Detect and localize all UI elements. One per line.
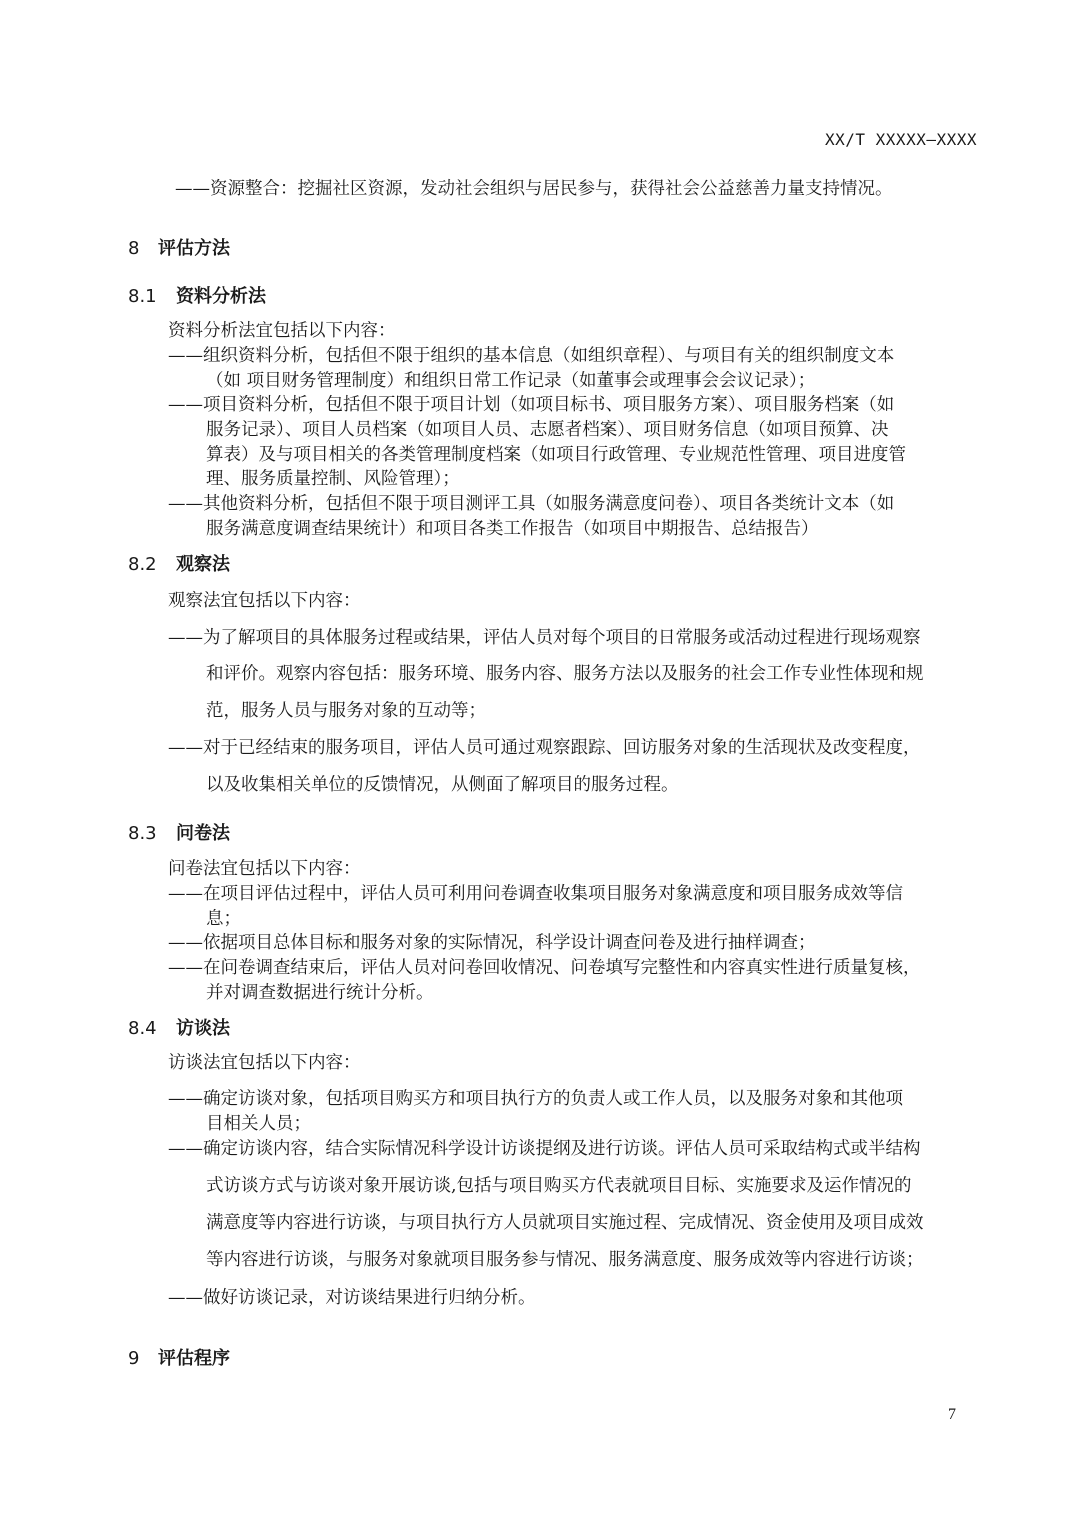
list-item-line: 以及收集相关单位的反馈情况，从侧面了解项目的服务过程。 <box>206 775 679 795</box>
list-item-line: 服务满意度调查结果统计）和项目各类工作报告（如项目中期报告、总结报告） <box>206 519 819 539</box>
list-item-line: 和评价。观察内容包括：服务环境、服务内容、服务方法以及服务的社会工作专业性体现和规 <box>206 664 924 684</box>
list-item-line: 息； <box>206 909 241 929</box>
subsection-intro: 访谈法宜包括以下内容： <box>168 1053 361 1073</box>
subsection-number: 8.4 <box>128 1018 157 1039</box>
subsection-8-2-heading <box>128 550 230 576</box>
list-item-line: 并对调查数据进行统计分析。 <box>206 983 434 1003</box>
document-code: XX/T XXXXX—XXXX <box>825 130 977 149</box>
subsection-title: 观察法 <box>176 554 230 575</box>
list-item-line: ——组织资料分析，包括但不限于组织的基本信息（如组织章程）、与项目有关的组织制度文本 <box>168 346 895 366</box>
subsection-title: 资料分析法 <box>176 286 266 307</box>
intro-list-item: ——资源整合：挖掘社区资源，发动社会组织与居民参与，获得社会公益慈善力量支持情况。 <box>175 179 893 199</box>
list-item-line: 满意度等内容进行访谈，与项目执行方人员就项目实施过程、完成情况、资金使用及项目成效 <box>206 1213 924 1233</box>
subsection-intro: 资料分析法宜包括以下内容： <box>168 321 396 341</box>
subsection-number: 8.1 <box>128 286 157 307</box>
section-title: 评估程序 <box>158 1348 230 1369</box>
list-item-line: 范，服务人员与服务对象的互动等； <box>206 701 486 721</box>
list-item-line: 算表）及与项目相关的各类管理制度档案（如项目行政管理、专业规范性管理、项目进度管 <box>206 445 906 465</box>
list-item-line: ——其他资料分析，包括但不限于项目测评工具（如服务满意度问卷）、项目各类统计文本（如 <box>168 494 895 514</box>
subsection-title: 问卷法 <box>176 823 230 844</box>
list-item-line: ——对于已经结束的服务项目，评估人员可通过观察跟踪、回访服务对象的生活现状及改变程度， <box>168 738 921 758</box>
subsection-8-1-heading <box>128 282 266 308</box>
list-item-line: （如 项目财务管理制度）和组织日常工作记录（如董事会或理事会会议记录）； <box>206 371 816 391</box>
subsection-number: 8.3 <box>128 823 157 844</box>
page-number: 7 <box>948 1406 956 1423</box>
section-9-heading <box>128 1344 230 1370</box>
list-item-line: ——依据项目总体目标和服务对象的实际情况，科学设计调查问卷及进行抽样调查； <box>168 933 816 953</box>
subsection-number: 8.2 <box>128 554 157 575</box>
list-item-line: 服务记录）、项目人员档案（如项目人员、志愿者档案）、项目财务信息（如项目预算、决 <box>206 420 889 440</box>
subsection-8-4-heading <box>128 1014 230 1040</box>
subsection-8-3-heading <box>128 819 230 845</box>
list-item-line: 等内容进行访谈，与服务对象就项目服务参与情况、服务满意度、服务成效等内容进行访谈； <box>206 1250 924 1270</box>
section-8-heading <box>128 234 230 260</box>
list-item-line: 式访谈方式与访谈对象开展访谈,包括与项目购买方代表就项目目标、实施要求及运作情况的 <box>206 1176 912 1196</box>
section-title: 评估方法 <box>158 238 230 259</box>
list-item-line: ——项目资料分析，包括但不限于项目计划（如项目标书、项目服务方案）、项目服务档案（如 <box>168 395 895 415</box>
subsection-intro: 问卷法宜包括以下内容： <box>168 859 361 879</box>
subsection-title: 访谈法 <box>176 1018 230 1039</box>
list-item-line: 理、服务质量控制、风险管理）； <box>206 469 460 489</box>
subsection-intro: 观察法宜包括以下内容： <box>168 591 361 611</box>
list-item-line: ——在问卷调查结束后，评估人员对问卷回收情况、问卷填写完整性和内容真实性进行质量复核， <box>168 958 921 978</box>
list-item-line: 目相关人员； <box>206 1114 311 1134</box>
list-item-line: ——确定访谈对象，包括项目购买方和项目执行方的负责人或工作人员，以及服务对象和其他项 <box>168 1089 903 1109</box>
section-number: 8 <box>128 238 140 259</box>
section-number: 9 <box>128 1348 140 1369</box>
list-item-line: ——做好访谈记录，对访谈结果进行归纳分析。 <box>168 1288 536 1308</box>
list-item-line: ——为了解项目的具体服务过程或结果，评估人员对每个项目的日常服务或活动过程进行现场观察 <box>168 628 921 648</box>
list-item-line: ——在项目评估过程中，评估人员可利用问卷调查收集项目服务对象满意度和项目服务成效等信 <box>168 884 903 904</box>
list-item-line: ——确定访谈内容，结合实际情况科学设计访谈提纲及进行访谈。评估人员可采取结构式或半结构 <box>168 1139 921 1159</box>
